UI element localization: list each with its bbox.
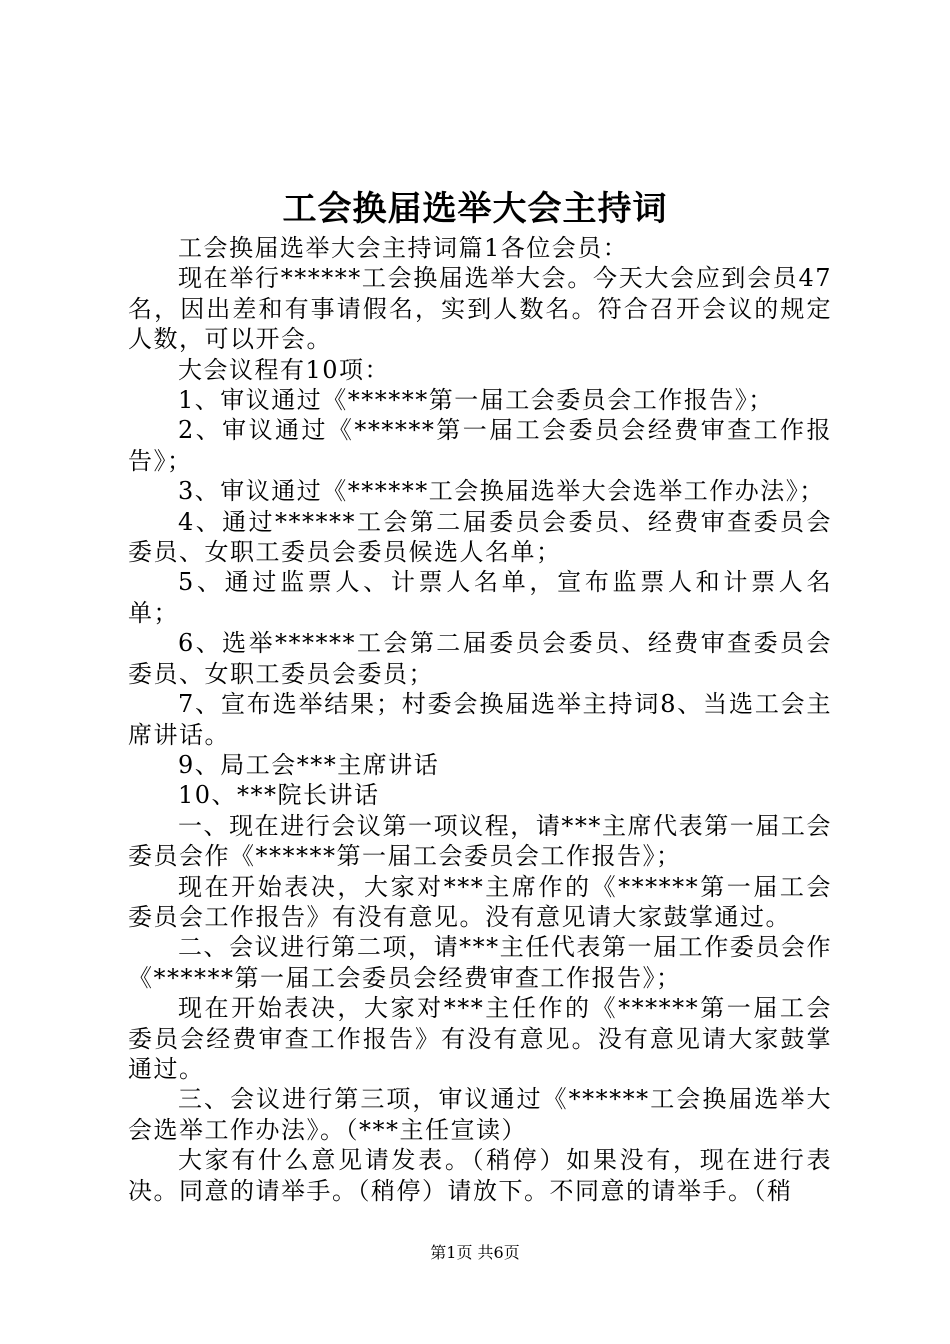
paragraph: 二、会议进行第二项，请***主任代表第一届工作委员会作《******第一届工会委员会经费审查工作报告》； [128, 933, 832, 992]
paragraph: 5、通过监票人、计票人名单，宣布监票人和计票人名单； [128, 568, 832, 627]
paragraph: 三、会议进行第三项，审议通过《******工会换届选举大会选举工作办法》。（***主任宣读） [128, 1085, 832, 1144]
paragraph: 10、***院长讲话 [178, 781, 380, 810]
paragraph: 4、通过******工会第二届委员会委员、经费审查委员会委员、女职工委员会委员候选人名单； [128, 507, 832, 567]
paragraph: 7、宣布选举结果；村委会换届选举主持词8、当选工会主席讲话。 [128, 690, 832, 749]
paragraph: 1、审议通过《******第一届工会委员会工作报告》； [178, 386, 774, 415]
paragraph: 3、审议通过《******工会换届选举大会选举工作办法》； [178, 477, 825, 506]
paragraph: 现在举行******工会换届选举大会。今天大会应到会员47名，因出差和有事请假名，实到人数名。符合召开会议的规定人数，可以开会。 [128, 264, 832, 354]
paragraph: 大会议程有10项： [178, 355, 391, 384]
paragraph: 现在开始表决，大家对***主任作的《******第一届工会委员会经费审查工作报告》有没有意见。没有意见请大家鼓掌通过。 [128, 994, 832, 1083]
paragraph: 工会换届选举大会主持词篇1各位会员： [178, 234, 629, 262]
paragraph: 6、选举******工会第二届委员会委员、经费审查委员会委员、女职工委员会委员； [128, 629, 832, 688]
paragraph: 2、审议通过《******第一届工会委员会经费审查工作报告》； [128, 416, 832, 475]
document-body [128, 233, 832, 1206]
paragraph: 现在开始表决，大家对***主席作的《******第一届工会委员会工作报告》有没有意见。没有意见请大家鼓掌通过。 [128, 872, 832, 931]
paragraph: 一、现在进行会议第一项议程，请***主席代表第一届工会委员会作《******第一届工会委员会工作报告》； [128, 811, 832, 871]
document-title: 工会换届选举大会主持词 [282, 189, 668, 229]
paragraph: 大家有什么意见请发表。（稍停）如果没有，现在进行表决。同意的请举手。（稍停）请放下。不同意的请举手。（稍 [128, 1146, 832, 1205]
page-footer: 第1页 共6页 [430, 1243, 520, 1262]
paragraph: 9、局工会***主席讲话 [178, 750, 440, 779]
